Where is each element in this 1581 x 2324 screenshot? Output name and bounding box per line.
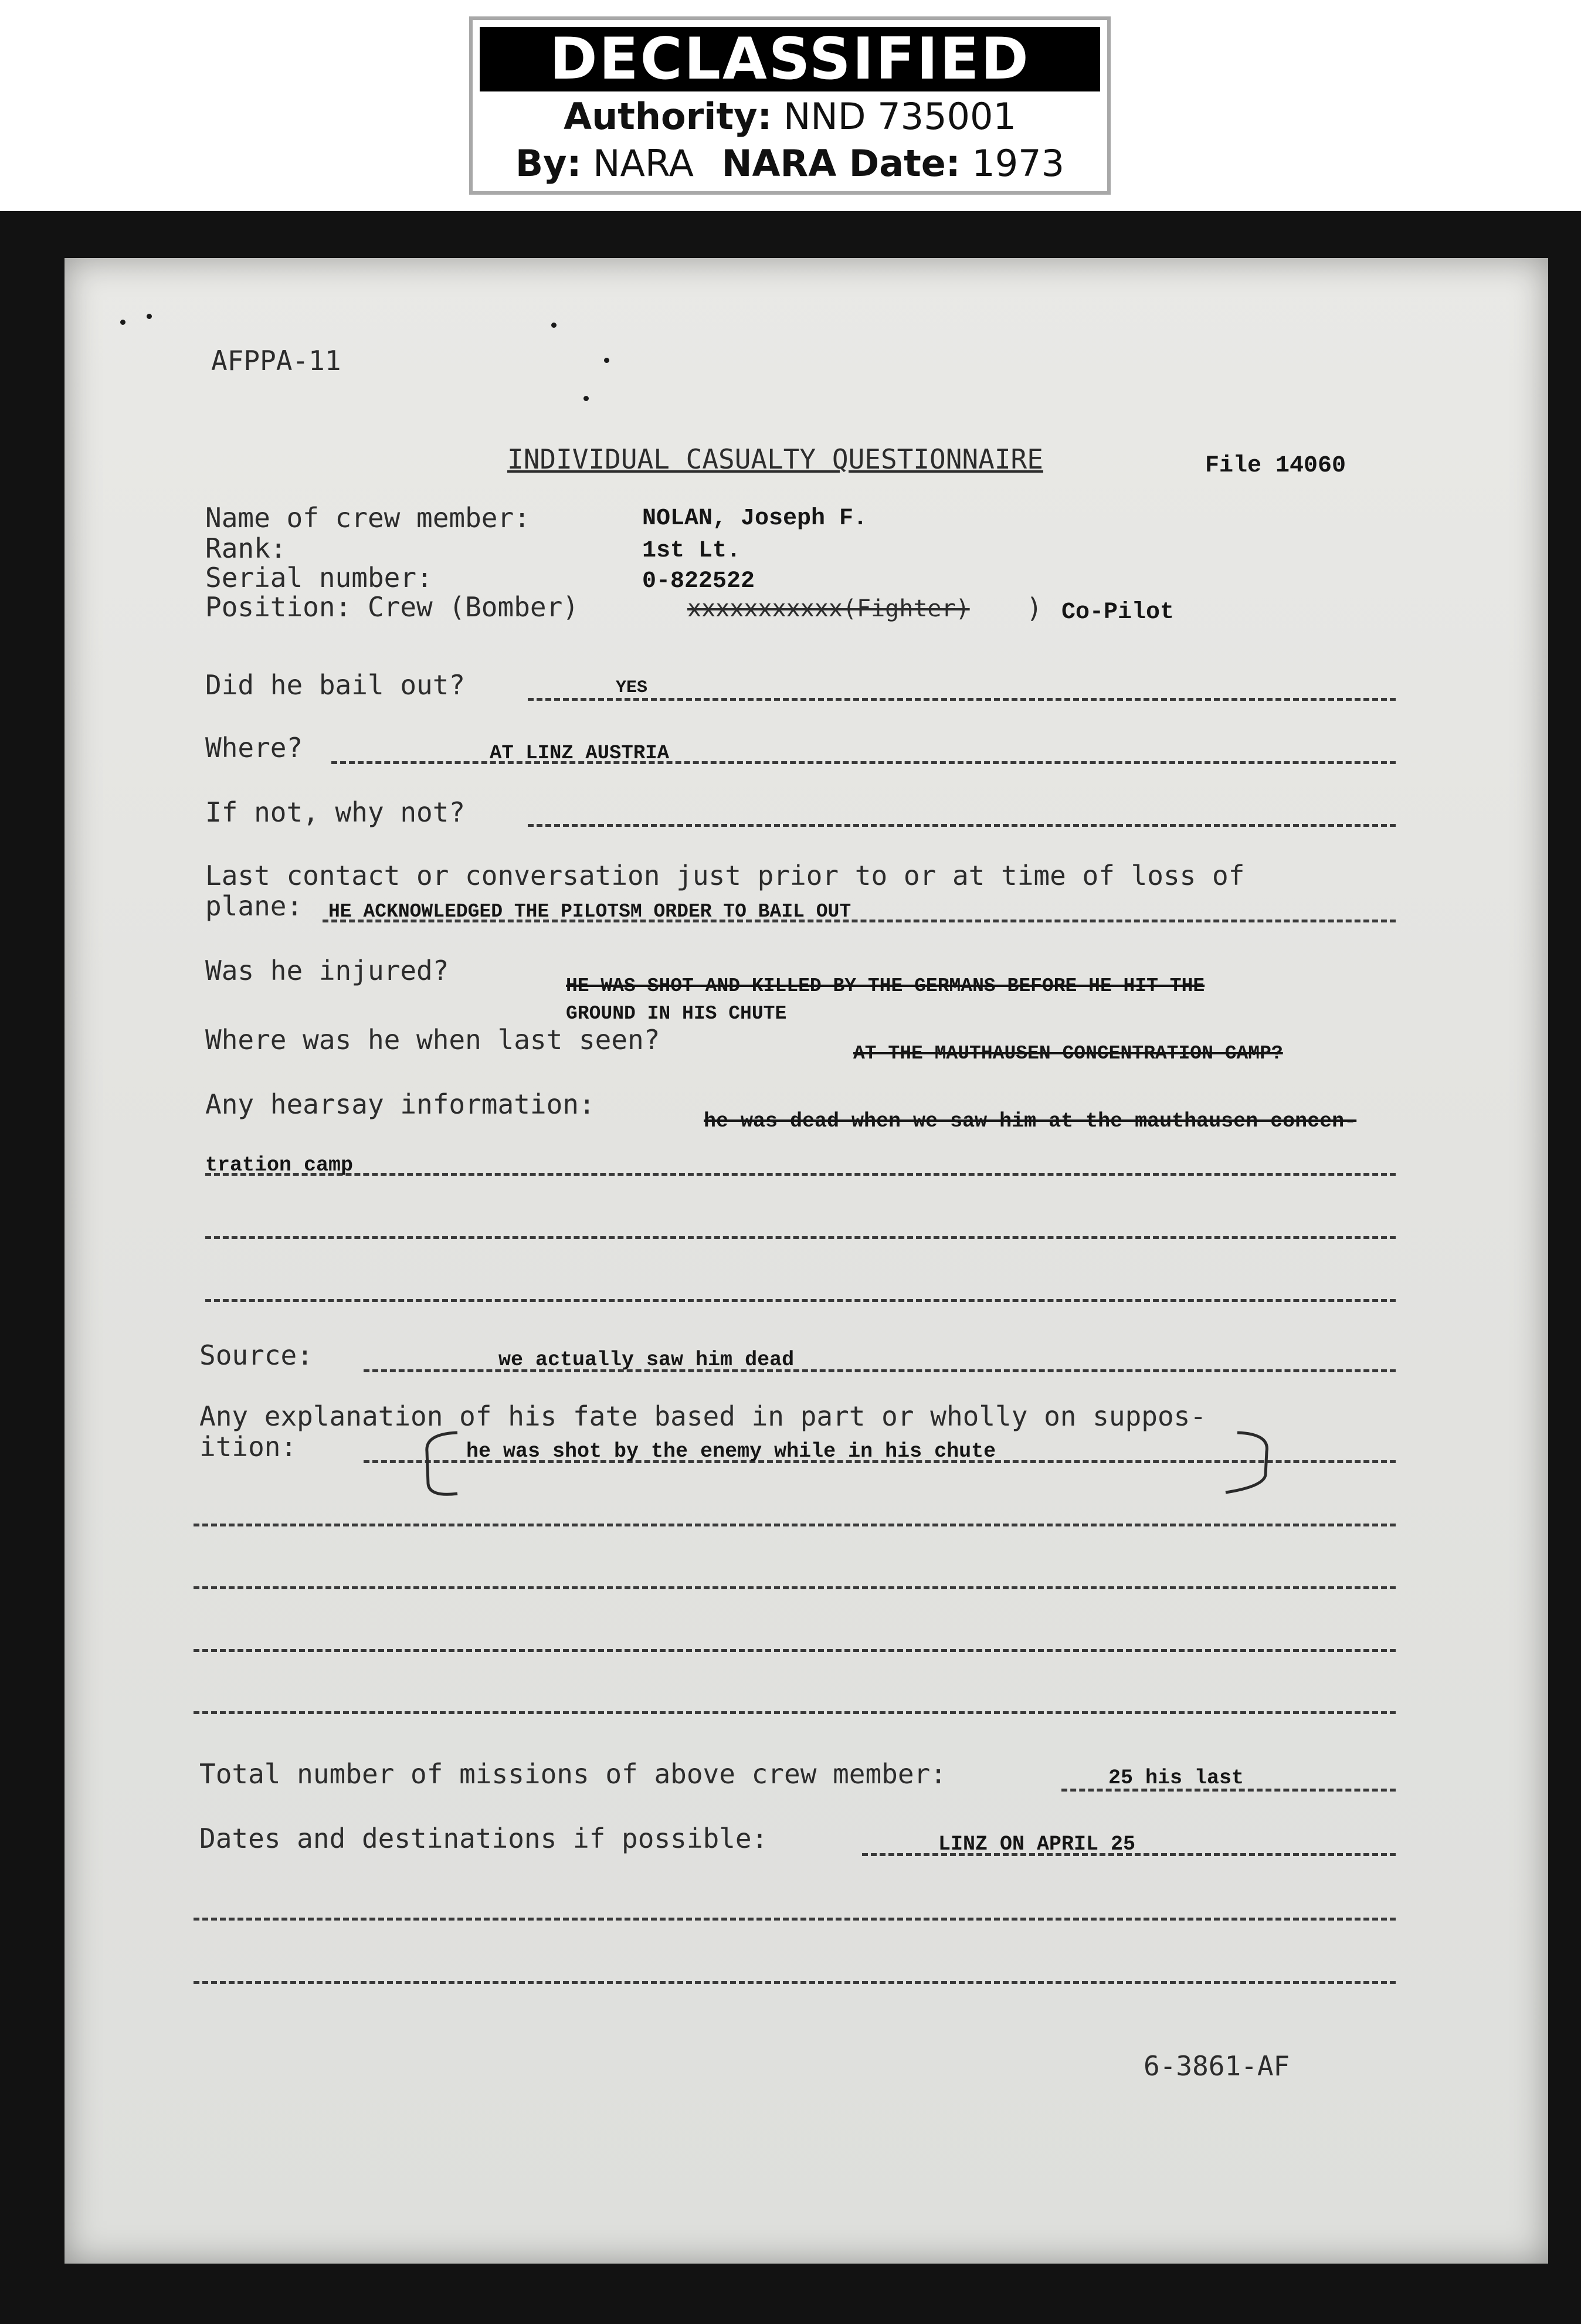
explanation-line-2 (194, 1524, 1396, 1526)
name-value: NOLAN, Joseph F. (642, 505, 868, 532)
if-not-label: If not, why not? (205, 796, 466, 828)
declassified-stamp (469, 16, 1111, 195)
explanation-line-5 (194, 1711, 1396, 1714)
injured-label: Was he injured? (205, 955, 449, 986)
source-label: Source: (199, 1339, 313, 1371)
rank-value: 1st Lt. (642, 538, 741, 564)
last-contact-label: Last contact or conversation just prior to or at time of loss of (205, 860, 1245, 891)
name-label: Name of crew member: (205, 502, 530, 534)
injured-value: HE WAS SHOT AND KILLED BY THE GERMANS BEFORE HE HIT THE (566, 975, 1205, 997)
bail-out-line (528, 698, 1396, 701)
injured-value-2: GROUND IN HIS CHUTE (566, 1003, 787, 1024)
hearsay-line-3 (205, 1299, 1396, 1302)
explanation-line-4 (194, 1649, 1396, 1652)
explanation-value: he was shot by the enemy while in his chute (466, 1440, 996, 1463)
stamp-authority-value: NND 735001 (783, 95, 1016, 138)
position-label: Position: Crew (Bomber) (205, 591, 579, 623)
scan-speck (583, 396, 589, 401)
scan-speck (120, 320, 125, 325)
scan-speck (147, 314, 152, 319)
position-struck-text: xxxxxxxxxxx(Fighter) (687, 595, 970, 622)
dates-line-3 (194, 1981, 1396, 1984)
dates-value: LINZ ON APRIL 25 (938, 1833, 1136, 1856)
dates-label: Dates and destinations if possible: (199, 1823, 768, 1854)
last-contact-label-2: plane: (205, 890, 303, 922)
hearsay-line-1 (205, 1173, 1396, 1176)
hearsay-label: Any hearsay information: (205, 1088, 595, 1120)
form-title: INDIVIDUAL CASUALTY QUESTIONNAIRE (507, 443, 1043, 475)
scan-speck (604, 358, 609, 363)
rank-label: Rank: (205, 532, 287, 564)
explanation-label: Any explanation of his fate based in part or wholly on suppos- (199, 1400, 1207, 1432)
explanation-line-3 (194, 1586, 1396, 1589)
missions-label: Total number of missions of above crew member: (199, 1758, 946, 1790)
stamp-date-value: 1973 (972, 142, 1065, 185)
serial-value: 0-822522 (642, 568, 755, 595)
last-contact-value: HE ACKNOWLEDGED THE PILOTSM ORDER TO BAIL OUT (328, 901, 851, 922)
hearsay-value-2: tration camp (205, 1153, 354, 1177)
dates-line-2 (194, 1918, 1396, 1921)
footer-code: 6-3861-AF (1144, 2050, 1290, 2082)
questionnaire-page (65, 258, 1548, 2264)
where-label: Where? (205, 732, 303, 764)
position-paren: ) (1026, 592, 1043, 624)
stamp-by-value: NARA (593, 142, 694, 185)
scan-frame (0, 211, 1581, 2324)
bail-out-value: YES (616, 678, 648, 698)
form-code: AFPPA-11 (211, 345, 341, 376)
stamp-title: DECLASSIFIED (480, 27, 1100, 91)
bail-out-label: Did he bail out? (205, 669, 466, 701)
where-value: AT LINZ AUSTRIA (490, 742, 670, 765)
hearsay-line-2 (205, 1236, 1396, 1239)
stamp-authority-label: Authority: (564, 95, 772, 138)
last-seen-label: Where was he when last seen? (205, 1024, 660, 1056)
if-not-line (528, 824, 1396, 827)
serial-label: Serial number: (205, 562, 433, 593)
source-value: we actually saw him dead (498, 1348, 795, 1372)
scan-speck (551, 323, 557, 328)
position-value: Co-Pilot (1061, 599, 1175, 626)
hearsay-value: he was dead when we saw him at the mauthausen concen- (704, 1110, 1357, 1133)
missions-value: 25 his last (1108, 1766, 1244, 1790)
file-number: File 14060 (1205, 453, 1346, 479)
explanation-label-2: ition: (199, 1431, 297, 1463)
stamp-by-label: By: (515, 142, 582, 185)
stamp-by-line (473, 142, 1107, 185)
stamp-authority-line (473, 95, 1107, 138)
last-seen-value: AT THE MAUTHAUSEN CONCENTRATION CAMP? (853, 1043, 1283, 1064)
stamp-date-label: NARA Date: (721, 142, 961, 185)
